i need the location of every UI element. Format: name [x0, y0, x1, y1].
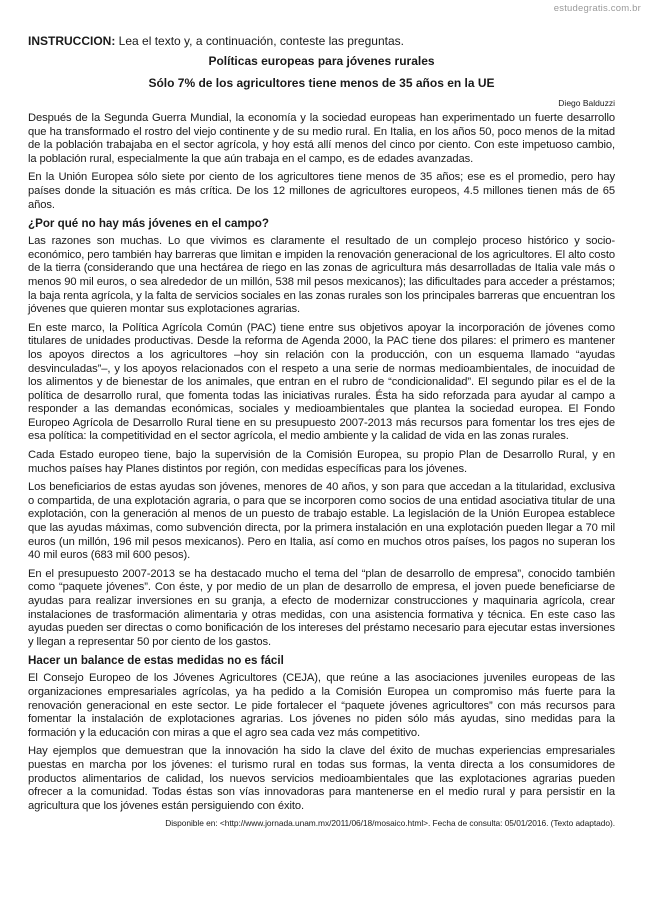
paragraph: El Consejo Europeo de los Jóvenes Agricultores (CEJA), que reúne a las asociaciones juveniles europeas de las organizaciones empresariales agrícolas, ya ha pedido a la Comisión Europea un compromiso más fuerte para la renovación generacional en este sector. Le pide fortalecer el “paquete jóvenes agricultores” con más recursos para fomentar la instalación de explotaciones agrarias. Los jóvenes no piden sólo más ayudas, sino medidas para la formación y la educación con miras a que el agro sea cada vez más competitivo. [28, 672, 615, 739]
paragraph: Cada Estado europeo tiene, bajo la supervisión de la Comisión Europea, su propio Plan de Desarrollo Rural, y en muchos países hay Planes distintos por región, con medidas específicas para los jóvenes. [28, 449, 615, 475]
paragraph: En el presupuesto 2007-2013 se ha destacado mucho el tema del “plan de desarrollo de empresa”, conocido también como “paquete jóvenes”. Con éste, y por medio de un plan de desarrollo de empresa, el joven puede beneficiarse de ayudas para realizar inversiones en su granja, a efecto de modernizar construcciones y maquinaria agrícola, crear instalaciones de trasformación alimentaria y otras medidas, con una asistencia formativa y técnica. En este caso las ayudas pueden ser directas o como bonificación de los intereses del préstamo necesario para ejecutar estas inversiones y llegan a representar 50 por ciento de los gastos. [28, 567, 615, 648]
paragraph: Hay ejemplos que demuestran que la innovación ha sido la clave del éxito de muchas experiencias empresariales puestas en marcha por los jóvenes: el turismo rural en todas sus formas, la venta directa a los consumidores de productos alimentarios de calidad, los nuevos servicios medioambientales que las explotaciones agrarias pueden ofrecer a la comunidad. Todas éstas son vías innovadoras para mantenerse en el medio rural y para persistir en la agricultura que los jóvenes están persiguiendo con éxito. [28, 745, 615, 812]
section-heading: ¿Por qué no hay más jóvenes en el campo? [28, 217, 269, 231]
source-citation: Disponible en: <http://www.jornada.unam.mx/2011/06/18/mosaico.html>. Fecha de consulta: 05/01/2016. (Texto adaptado). [165, 818, 615, 829]
document [28, 34, 615, 829]
article-author: Diego Balduzzi [558, 98, 615, 108]
article-title: Políticas europeas para jóvenes rurales [208, 54, 435, 68]
article-subtitle: Sólo 7% de los agricultores tiene menos de 35 años en la UE [148, 76, 495, 90]
instruction-text: Lea el texto y, a continuación, conteste las preguntas. [115, 34, 404, 48]
paragraph: Las razones son muchas. Lo que vivimos es claramente el resultado de un complejo proceso histórico y socio-económico, pero también hay barreras que limitan e impiden la renovación generacional de los agricultores. El alto costo de la tierra (considerando que una hectárea de riego en las zonas de agricultura más desarrolladas de Italia vale más o menos 90 mil euros, o sea alrededor de un millón, 538 mil pesos mexicanos); las dificultades para acceder a préstamos; la baja renta agrícola, y la falta de servicios sociales en las zonas rurales son los principales barreras que encuentran los jóvenes que quieren montar sus explotaciones agrarias. [28, 235, 615, 316]
paragraph: Después de la Segunda Guerra Mundial, la economía y la sociedad europeas han experimentado un fuerte desarrollo que ha transformado el rostro del viejo continente y de su medio rural. En Italia, en los años 50, poco menos de la mitad de la población trabajaba en el sector agrícola, y hoy está allí menos del cinco por ciento. Con este impetuoso cambio, la población rural, especialmente la que aún trabaja en el campo, es de edades avanzadas. [28, 112, 615, 165]
watermark: estudegratis.com.br [553, 3, 641, 14]
paragraph: Los beneficiarios de estas ayudas son jóvenes, menores de 40 años, y son para que accedan a la titularidad, exclusiva o compartida, de una explotación agraria, o para que se incorporen como socios de una entidad asociativa titular de una explotación, con la generación al menos de un puesto de trabajo estable. La legislación de la Unión Europea establece que las ayudas máximas, como subvención directa, por la primera instalación en una explotación pueden llegar a 70 mil euros (un millón, 196 mil pesos mexicanos). Pero en Italia, así como en muchos otros países, los pagos no superan los 40 mil euros (683 mil 600 pesos). [28, 481, 615, 562]
paragraph: En la Unión Europea sólo siete por ciento de los agricultores tiene menos de 35 años; ese es el promedio, pero hay países donde la situación es más crítica. De los 12 millones de agricultores europeos, 4.5 millones tienen más de 65 años. [28, 171, 615, 211]
instruction [28, 34, 615, 49]
section-heading: Hacer un balance de estas medidas no es fácil [28, 654, 284, 668]
instruction-label: INSTRUCCION: [28, 34, 116, 48]
paragraph: En este marco, la Política Agrícola Común (PAC) tiene entre sus objetivos apoyar la incorporación de jóvenes como titulares de unidades productivas. Desde la reforma de Agenda 2000, la PAC tiene dos pilares: el primero es mantener los apoyos directos a los agricultores –hoy sin relación con la producción, con un esquema llamado “ayudas desvinculadas”–, y los apoyos relacionados con el respeto a una serie de normas medioambientales, de inocuidad de los alimentos y de bienestar de los animales, que entran en el rubro de “condicionalidad”. El segundo pilar es el de la política de desarrollo rural, que fomenta todas las iniciativas rurales. Ésta ha sido reforzada para ayudar al campo a responder a las demandas económicas, sociales y medioambientales que plantea la sociedad europea. El Fondo Europeo Agrícola de Desarrollo Rural tiene en su presupuesto 2007-2013 más recursos para fomentar los tres ejes de esa política: la competitividad en el sector agrícola, el medio ambiente y la calidad de vida en las zonas rurales. [28, 321, 615, 443]
